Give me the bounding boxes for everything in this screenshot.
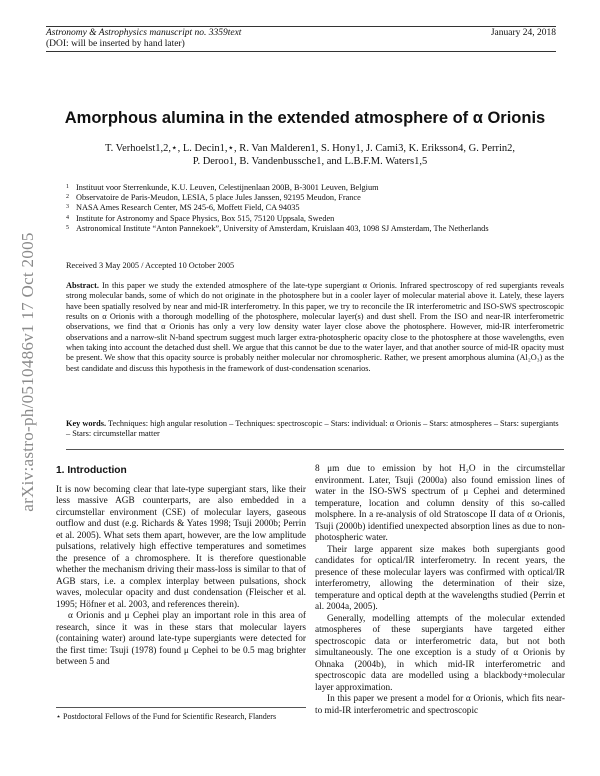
affiliation-item: 2 Observatoire de Paris-Meudon, LESIA, 5 place Jules Janssen, 92195 Meudon, France (66, 193, 361, 203)
paragraph: 8 μm due to emission by hot H₂O in the circumstellar environment. Later, Tsuji (2000a) also found emission lines of water in the ISO-SWS spectrum of μ Cephei and determined temperature, location and column density of this so-called molsphere. In a re-analysis of old Stratoscope II data of α Orionis, Tsuji (2000b) identified unexpected absorption lines as due to non-photospheric water. (315, 464, 565, 543)
affiliation-item: 5 Astronomical Institute “Anton Pannekoek”, University of Amsterdam, Kruislaan 403, 1098 SJ Amsterdam, The Netherlands (66, 223, 489, 233)
author-line: T. Verhoelst1,2,⋆, L. Decin1,⋆, R. Van Malderen1, S. Hony1, J. Cami3, K. Eriksson4, G. Perrin2, (104, 143, 516, 154)
right-column (315, 464, 565, 717)
author-line: P. Deroo1, B. Vandenbussche1, and L.B.F.M. Waters1,5 (192, 156, 428, 167)
keywords (66, 419, 564, 440)
running-header (46, 26, 556, 52)
doi-line: (DOI: will be inserted by hand later) (46, 39, 185, 49)
abstract-label: Abstract. (66, 281, 99, 290)
affiliation-item: 1 Instituut voor Sterrenkunde, K.U. Leuven, Celestijnenlaan 200B, B-3001 Leuven, Belgium (66, 183, 379, 192)
arxiv-stamp: arXiv:astro-ph/0510486v1 17 Oct 2005 (18, 232, 37, 512)
abstract (66, 281, 564, 374)
keywords-text: Techniques: high angular resolution – Techniques: spectroscopic – Stars: individual: α Orionis – Stars: atmospheres – Stars: supergiants – Stars: circumstellar matter (66, 419, 559, 439)
section-heading: 1. Introduction (56, 465, 127, 476)
paragraph: In this paper we present a model for α Orionis, which fits near- to mid-IR interferometric and spectroscopic (315, 694, 565, 716)
affiliations (66, 183, 566, 234)
affiliation-item: 3 NASA Ames Research Center, MS 245-6, Moffett Field, CA 94035 (66, 203, 300, 213)
keywords-label: Key words. (66, 419, 107, 428)
author-list (60, 142, 560, 168)
left-column (56, 465, 306, 669)
paragraph: α Orionis and μ Cephei play an important role in this area of research, since it was in these stars that molecular layers (containing water) around late-type supergiants were detected for the first time: Tsuji (1978) found μ Cephei to be 0.5 mag brighter between 5 and (56, 611, 306, 667)
paragraph: Their large apparent size makes both supergiants good candidates for optical/IR interferometry. In recent years, the presence of these molecular layers was confirmed with optical/IR interferometry, allowing the determination of their size, temperature and optical depth at the wavelengths studied (Perrin et al. 2004a, 2005). (315, 544, 565, 612)
abstract-text: In this paper we study the extended atmosphere of the late-type supergiant α Orionis. Infrared spectroscopy of red supergiants reveals strong molecular bands, some of which do not originate in the photosphere but in a cooler layer of molecular material above it. Lately, these layers have been spatially resolved by near and mid-IR interferometry. In this paper, we try to reconcile the IR interferometric and ISO-SWS spectroscopic results on α Orionis with a thorough modelling of the photosphere, molecular layer(s) and dust shell. From the ISO and near-IR interferometric observations, we find that α Orionis has only a very low density water layer close above the photosphere. However, mid-IR interferometric observations and a narrow-slit N-band spectrum suggest much larger extra-photospheric opacity close to the photosphere at those wavelengths, even when taking into account the detached dust shell. We argue that this cannot be due to the water layer, and that another source of mid-IR opacity must be present. We show that this opacity source is probably neither molecular nor chromospheric. Rather, we present amorphous alumina (Al₂O₃) as the best candidate and discuss this hypothesis in the framework of dust-condensation scenarios. (66, 281, 564, 373)
paragraph: Generally, modelling attempts of the molecular extended atmospheres of these supergiants have targeted either spectroscopic data or interferometric data, but not both simultaneously. The one exception is a study of α Orionis by Ohnaka (2004b), in which mid-IR interferometric and spectroscopic data are modelled using a blackbody+molecular layer approximation. (315, 613, 565, 693)
header-date: January 24, 2018 (490, 28, 556, 38)
journal-line: Astronomy & Astrophysics manuscript no. 3359text (46, 28, 242, 38)
divider (66, 449, 564, 450)
paragraph: It is now becoming clear that late-type supergiant stars, like their less massive AGB counterparts, are also embedded in a circumstellar environment (CSE) of molecular layers, gaseous outflow and dust (e.g. Richards & Yates 1998; Tsuji 2000b; Perrin et al. 2005). What sets them apart, however, are the low amplitude pulsations, relatively high effective temperatures and sometimes the presence of a chromosphere. It is therefore questionable whether the mechanism driving their mass-loss is similar to that of AGB stars, i.e. a complex interplay between pulsations, shock waves, molecular opacity and dust condensation (Fleischer et al. 1995; Höfner et al. 2003, and references therein). (56, 484, 306, 610)
affiliation-item: 4 Institute for Astronomy and Space Physics, Box 515, 75120 Uppsala, Sweden (66, 213, 335, 223)
received-dates: Received 3 May 2005 / Accepted 10 October 2005 (66, 261, 235, 270)
paper-title: Amorphous alumina in the extended atmosphere of α Orionis (64, 109, 546, 127)
footnote: ⋆ Postdoctoral Fellows of the Fund for Scientific Research, Flanders (56, 707, 306, 722)
